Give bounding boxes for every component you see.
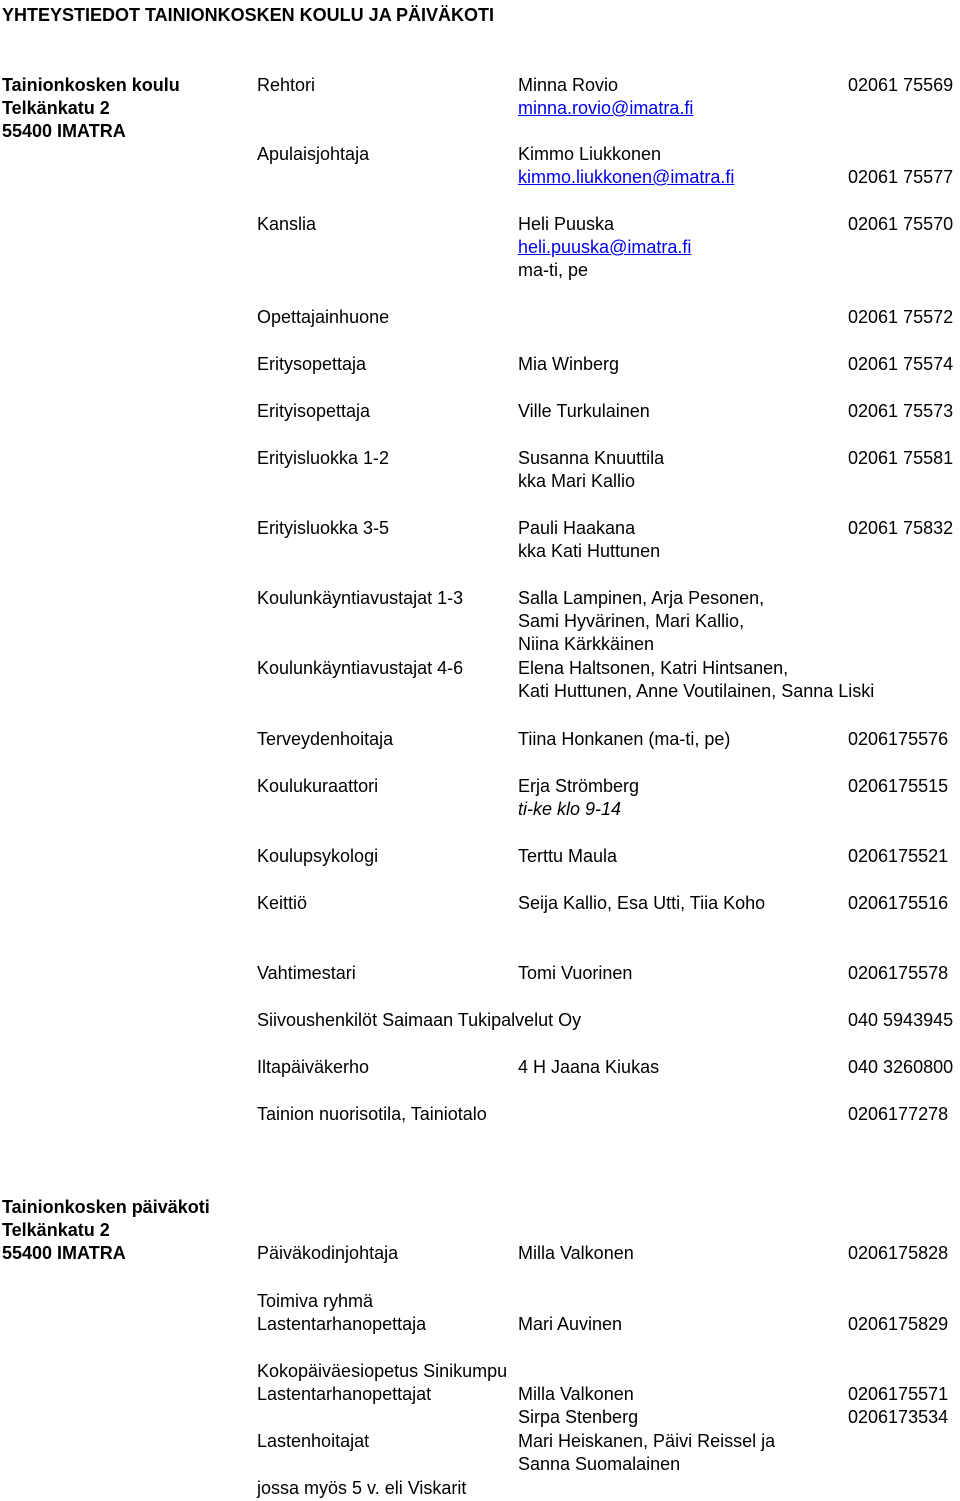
names-koko-nurses-line1: Mari Heiskanen, Päivi Reissel ja [518,1431,776,1451]
role-erityisluokka-1-2: Erityisluokka 1-2 [257,448,390,468]
role-kav-4-6: Koulunkäyntiavustajat 4-6 [257,658,464,678]
role-opettajainhuone: Opettajainhuone [257,307,390,327]
hours-koulukuraattori: ti-ke klo 9-14 [518,799,622,819]
footer-note: jossa myös 5 v. eli Viskarit [257,1478,467,1498]
name-apulaisjohtaja: Kimmo Liukkonen [518,144,662,164]
names-kav-1-3-line2: Sami Hyvärinen, Mari Kallio, [518,611,745,631]
phone-opettajainhuone: 02061 75572 [848,307,954,327]
daycare-city: 55400 IMATRA [2,1243,126,1263]
names-kav-1-3-line1: Salla Lampinen, Arja Pesonen, [518,588,765,608]
school-name: Tainionkosken koulu [2,75,180,95]
phone-eritysopettaja: 02061 75574 [848,354,954,374]
daycare-street: Telkänkatu 2 [2,1220,110,1240]
name-koko-teacher-1: Milla Valkonen [518,1384,634,1404]
hours-kanslia: ma-ti, pe [518,260,589,280]
role-erityisluokka-3-5: Erityisluokka 3-5 [257,518,390,538]
phone-vahtimestari: 0206175578 [848,963,949,983]
role-koulupsykologi: Koulupsykologi [257,846,379,866]
phone-koko-teacher-1: 0206175571 [848,1384,949,1404]
role-nuorisotila: Tainion nuorisotila, Tainiotalo [257,1104,487,1124]
name-koko-teacher-2: Sirpa Stenberg [518,1407,639,1427]
phone-erityisopettaja: 02061 75573 [848,401,954,421]
name-kanslia: Heli Puuska [518,214,615,234]
phone-toimiva-teacher: 0206175829 [848,1314,949,1334]
role-iltapaivakerho: Iltapäiväkerho [257,1057,370,1077]
name-toimiva-teacher: Mari Auvinen [518,1314,623,1334]
name-koulupsykologi: Terttu Maula [518,846,618,866]
role-siivous: Siivoushenkilöt Saimaan Tukipalvelut Oy [257,1010,582,1030]
name-erityisluokka-1-2: Susanna Knuuttila [518,448,665,468]
school-street: Telkänkatu 2 [2,98,110,118]
name-rehtori: Minna Rovio [518,75,619,95]
role-kanslia: Kanslia [257,214,317,234]
role-keittio: Keittiö [257,893,308,913]
group-toimiva: Toimiva ryhmä [257,1291,374,1311]
phone-paivakodinjohtaja: 0206175828 [848,1243,949,1263]
assistant-erityisluokka-3-5: kka Kati Huttunen [518,541,661,561]
name-keittio: Seija Kallio, Esa Utti, Tiia Koho [518,893,766,913]
role-vahtimestari: Vahtimestari [257,963,356,983]
role-apulaisjohtaja: Apulaisjohtaja [257,144,370,164]
role-eritysopettaja: Eritysopettaja [257,354,367,374]
role-kav-1-3: Koulunkäyntiavustajat 1-3 [257,588,464,608]
role-toimiva-teacher: Lastentarhanopettaja [257,1314,427,1334]
role-koko-nurses: Lastenhoitajat [257,1431,370,1451]
names-kav-4-6-line2: Kati Huttunen, Anne Voutilainen, Sanna Liski [518,681,875,701]
phone-rehtori: 02061 75569 [848,75,954,95]
role-terveydenhoitaja: Terveydenhoitaja [257,729,394,749]
name-koulukuraattori: Erja Strömberg [518,776,640,796]
name-vahtimestari: Tomi Vuorinen [518,963,633,983]
school-city: 55400 IMATRA [2,121,126,141]
names-kav-4-6-line1: Elena Haltsonen, Katri Hintsanen, [518,658,789,678]
name-iltapaivakerho: 4 H Jaana Kiukas [518,1057,660,1077]
phone-siivous: 040 5943945 [848,1010,954,1030]
group-kokopaiva: Kokopäiväesiopetus Sinikumpu [257,1361,508,1381]
phone-erityisluokka-3-5: 02061 75832 [848,518,954,538]
role-erityisopettaja: Erityisopettaja [257,401,371,421]
assistant-erityisluokka-1-2: kka Mari Kallio [518,471,636,491]
phone-erityisluokka-1-2: 02061 75581 [848,448,954,468]
phone-keittio: 0206175516 [848,893,949,913]
names-kav-1-3-line3: Niina Kärkkäinen [518,634,655,654]
names-koko-nurses-line2: Sanna Suomalainen [518,1454,681,1474]
role-koko-teachers: Lastentarhanopettajat [257,1384,432,1404]
name-terveydenhoitaja: Tiina Honkanen (ma-ti, pe) [518,729,731,749]
email-apulaisjohtaja-link[interactable]: kimmo.liukkonen@imatra.fi [518,167,735,187]
name-eritysopettaja: Mia Winberg [518,354,620,374]
role-paivakodinjohtaja: Päiväkodinjohtaja [257,1243,399,1263]
name-erityisluokka-3-5: Pauli Haakana [518,518,636,538]
phone-koulupsykologi: 0206175521 [848,846,949,866]
phone-terveydenhoitaja: 0206175576 [848,729,949,749]
phone-koulukuraattori: 0206175515 [848,776,949,796]
name-paivakodinjohtaja: Milla Valkonen [518,1243,634,1263]
email-rehtori-link[interactable]: minna.rovio@imatra.fi [518,98,694,118]
phone-apulaisjohtaja: 02061 75577 [848,167,954,187]
phone-koko-teacher-2: 0206173534 [848,1407,949,1427]
email-kanslia-link[interactable]: heli.puuska@imatra.fi [518,237,692,257]
document-title: YHTEYSTIEDOT TAINIONKOSKEN KOULU JA PÄIVÄKOTI [2,5,495,25]
phone-iltapaivakerho: 040 3260800 [848,1057,954,1077]
phone-kanslia: 02061 75570 [848,214,954,234]
name-erityisopettaja: Ville Turkulainen [518,401,650,421]
role-koulukuraattori: Koulukuraattori [257,776,379,796]
phone-nuorisotila: 0206177278 [848,1104,949,1124]
role-rehtori: Rehtori [257,75,316,95]
daycare-name: Tainionkosken päiväkoti [2,1197,210,1217]
